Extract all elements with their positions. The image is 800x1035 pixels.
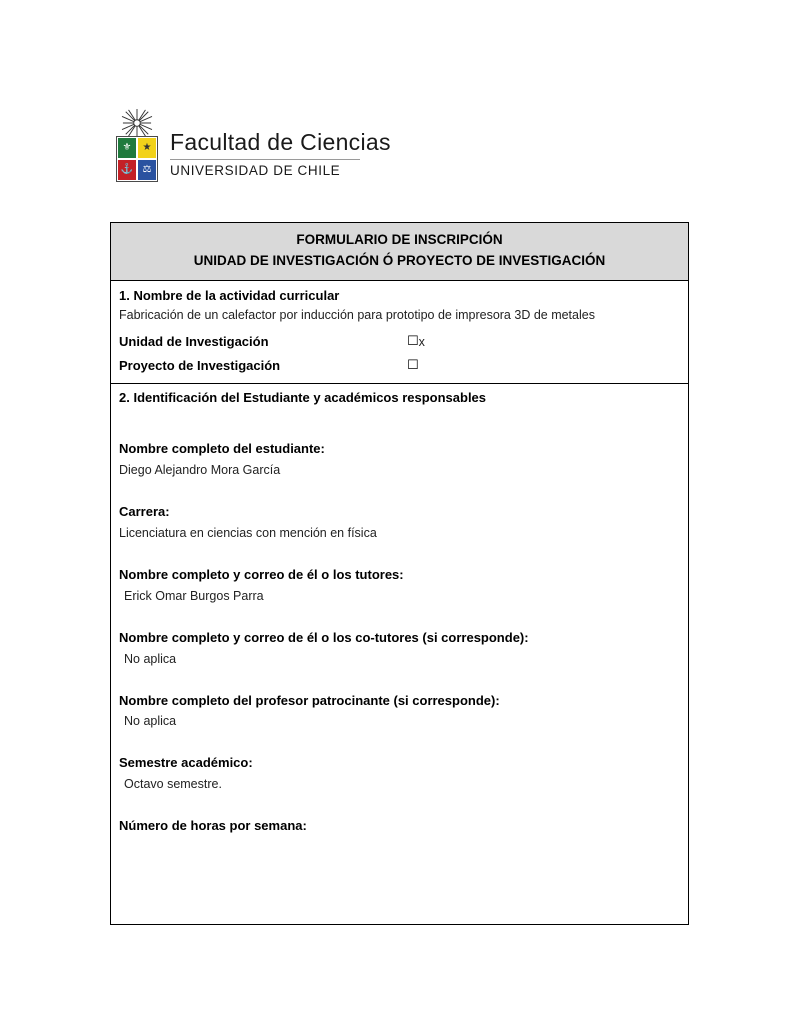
- field-label: Número de horas por semana:: [119, 818, 307, 834]
- field-tutors: [119, 565, 680, 606]
- crest-quadrant-yellow: [137, 137, 157, 159]
- university-crest: [110, 108, 164, 186]
- field-value[interactable]: No aplica: [124, 651, 177, 666]
- field-value[interactable]: Diego Alejandro Mora García: [119, 463, 281, 478]
- crest-quadrant-blue: [137, 159, 157, 181]
- checkbox-proyecto-icon[interactable]: ☐: [407, 358, 419, 374]
- section-1-title: 1. Nombre de la actividad curricular: [119, 287, 340, 303]
- field-label: Carrera:: [119, 504, 170, 520]
- crest-quadrant-glyph: ⚓: [120, 164, 134, 175]
- logo-wordmark: [170, 108, 391, 178]
- field-label: Nombre completo del profesor patrocinante (si corresponde):: [119, 692, 500, 708]
- faculty-name: Facultad de Ciencias: [170, 129, 391, 155]
- form-title-line-1: FORMULARIO DE INSCRIPCIÓN: [296, 232, 503, 247]
- field-value[interactable]: Octavo semestre.: [124, 777, 222, 792]
- section-1: [111, 281, 688, 385]
- field-value[interactable]: Erick Omar Burgos Parra: [124, 588, 264, 603]
- activity-name-value: Fabricación de un calefactor por inducción para prototipo de impresora 3D de metales: [119, 307, 595, 322]
- section-2-title: 2. Identificación del Estudiante y académicos responsables: [119, 390, 487, 406]
- field-cotutors: [119, 628, 680, 669]
- crest-quadrant-glyph: ⚖: [142, 164, 152, 175]
- field-semester: [119, 753, 680, 794]
- form-title-line-2: UNIDAD DE INVESTIGACIÓN Ó PROYECTO DE INVESTIGACIÓN: [193, 252, 606, 268]
- institutional-logo: [110, 108, 391, 186]
- field-label: Nombre completo del estudiante:: [119, 441, 325, 457]
- field-career: [119, 502, 680, 543]
- field-student-name: [119, 439, 680, 480]
- option-proyecto-row[interactable]: [119, 358, 680, 373]
- form-header: [111, 223, 688, 281]
- field-label: Nombre completo y correo de él o los co-tutores (si corresponde):: [119, 629, 529, 645]
- field-value[interactable]: Licenciatura en ciencias con mención en física: [119, 525, 377, 540]
- crest-quadrant-glyph: ⚜: [122, 142, 132, 153]
- field-label: Semestre académico:: [119, 755, 253, 771]
- field-label: Nombre completo y correo de él o los tutores:: [119, 566, 404, 582]
- option-unidad-label: Unidad de Investigación: [119, 334, 269, 350]
- crest-quadrant-green: [117, 137, 137, 159]
- crest-shield: [116, 136, 158, 182]
- crest-quadrant-red: [117, 159, 137, 181]
- checkbox-unidad-mark: x: [418, 334, 425, 349]
- field-value[interactable]: No aplica: [124, 714, 177, 729]
- sun-burst-icon: [118, 108, 156, 138]
- section-2: [111, 384, 688, 924]
- option-proyecto-label: Proyecto de Investigación: [119, 358, 281, 374]
- registration-form-table: [110, 222, 689, 925]
- field-hours-per-week: [119, 816, 680, 837]
- university-name: UNIVERSIDAD DE CHILE: [170, 163, 341, 179]
- checkbox-unidad-icon[interactable]: ☐: [407, 334, 419, 350]
- crest-quadrant-glyph: ★: [142, 142, 152, 153]
- field-sponsoring-professor: [119, 691, 680, 732]
- option-unidad-row[interactable]: [119, 334, 680, 349]
- logo-divider: [170, 159, 360, 160]
